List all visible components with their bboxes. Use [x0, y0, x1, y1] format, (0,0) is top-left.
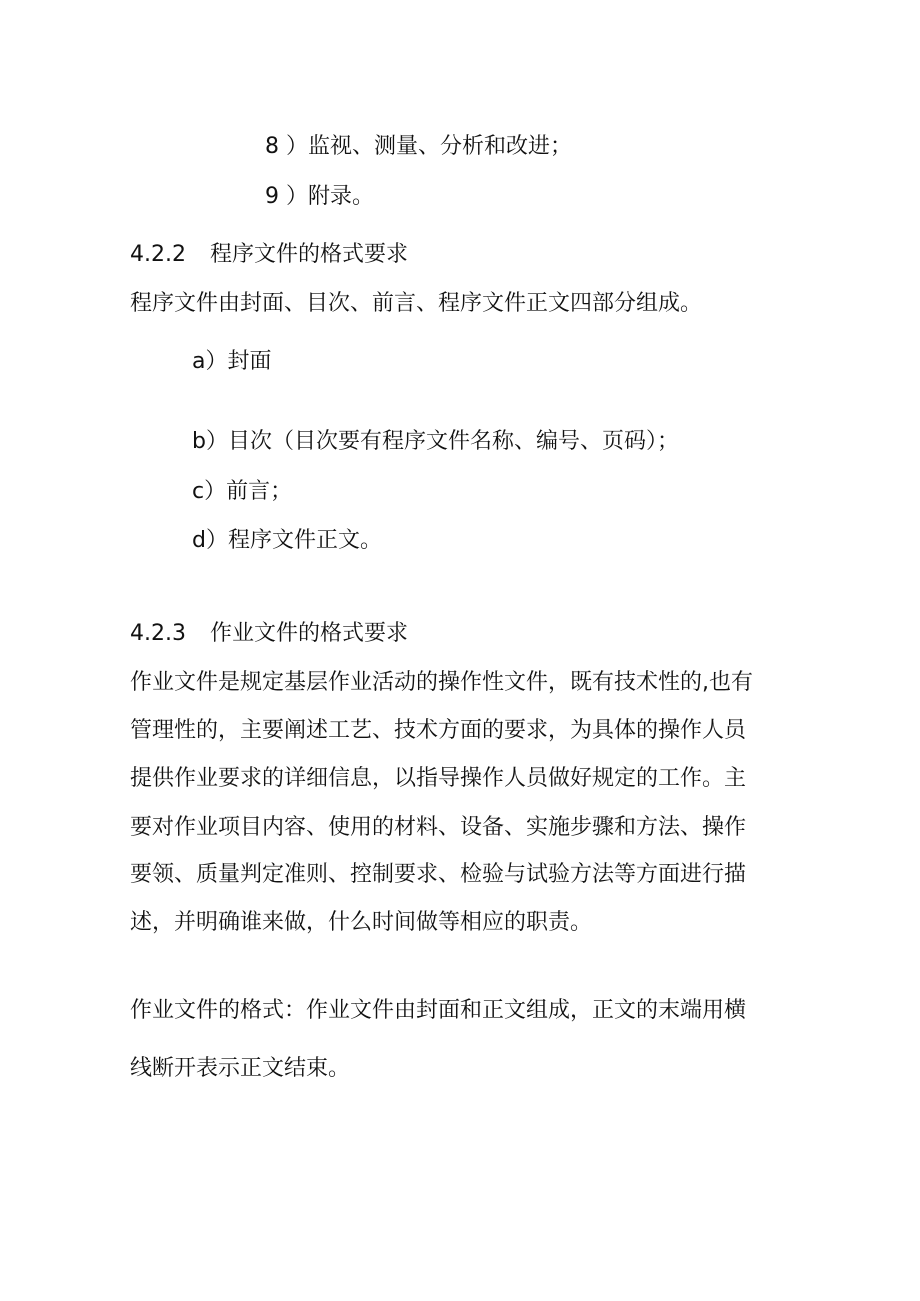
list-item-8: 8 ）监视、测量、分析和改进；	[265, 134, 572, 159]
paragraph-line: 要领、质量判定准则、控制要求、检验与试验方法等方面进行描	[130, 862, 747, 887]
list-item-d: d）程序文件正文。	[192, 528, 382, 553]
list-item-c: c）前言；	[192, 479, 293, 504]
section-heading-4-2-2	[130, 240, 408, 270]
paragraph-line: 要对作业项目内容、使用的材料、设备、实施步骤和方法、操作	[130, 815, 747, 840]
paragraph-line: 管理性的，主要阐述工艺、技术方面的要求，为具体的操作人员	[130, 718, 747, 743]
paragraph-line: 作业文件是规定基层作业活动的操作性文件，既有技术性的,也有	[130, 670, 753, 695]
list-item-a: a）封面	[192, 349, 272, 374]
section-number: 4.2.2	[130, 242, 186, 267]
paragraph-line: 作业文件的格式：作业文件由封面和正文组成，正文的末端用横	[130, 998, 747, 1023]
section-title: 作业文件的格式要求	[210, 621, 409, 646]
list-item-9: 9 ）附录。	[265, 184, 374, 209]
section-heading-4-2-3	[130, 619, 408, 649]
section-number: 4.2.3	[130, 621, 186, 646]
paragraph-line: 线断开表示正文结束。	[130, 1056, 351, 1081]
list-item-b: b）目次（目次要有程序文件名称、编号、页码）；	[192, 429, 679, 454]
paragraph-line: 述，并明确谁来做，什么时间做等相应的职责。	[130, 910, 593, 935]
paragraph-line: 提供作业要求的详细信息，以指导操作人员做好规定的工作。主	[130, 766, 747, 791]
section-title: 程序文件的格式要求	[210, 242, 409, 267]
section-intro: 程序文件由封面、目次、前言、程序文件正文四部分组成。	[130, 291, 703, 316]
